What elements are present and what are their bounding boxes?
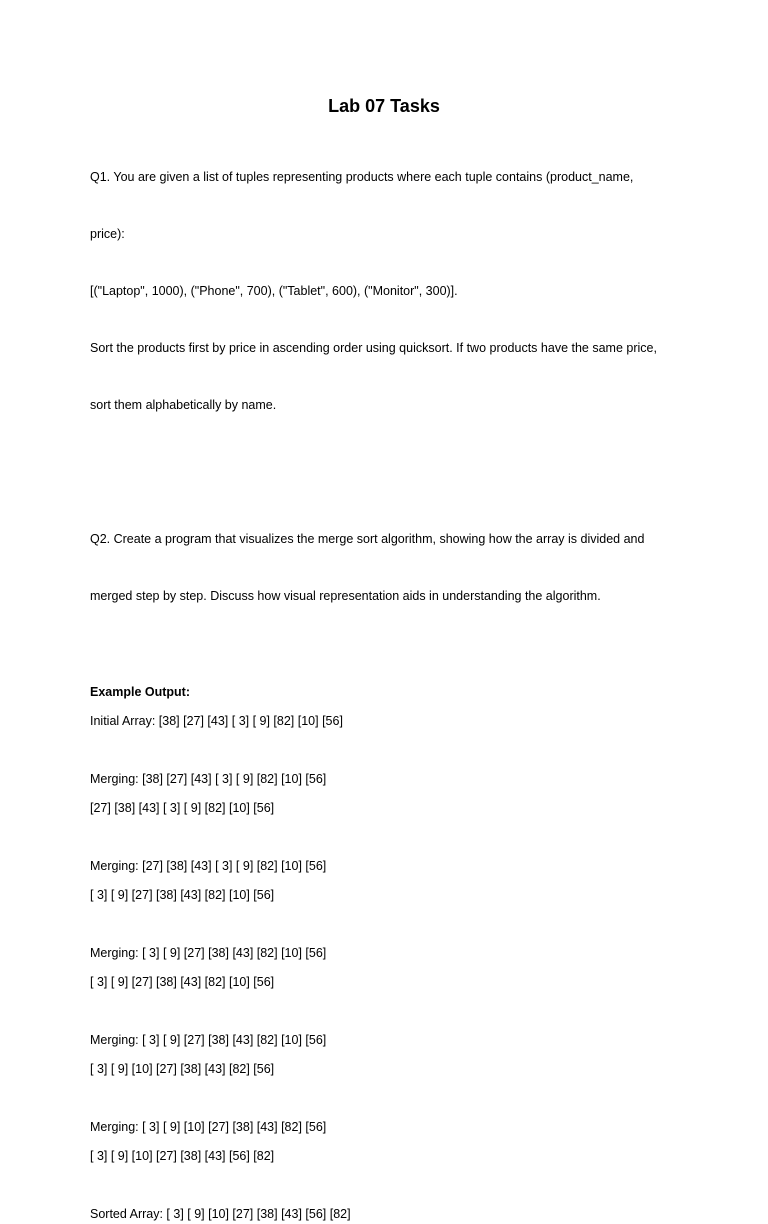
merge-step-5-merging: Merging: [ 3] [ 9] [10] [27] [38] [43] [82] [56]: [90, 1120, 327, 1134]
merge-step-2-merging: Merging: [27] [38] [43] [ 3] [ 9] [82] [10] [56]: [90, 859, 327, 873]
q1-product-list: [("Laptop", 1000), ("Phone", 700), ("Tablet", 600), ("Monitor", 300)].: [90, 284, 458, 298]
initial-array: Initial Array: [38] [27] [43] [ 3] [ 9] [82] [10] [56]: [90, 714, 343, 728]
q1-line-5: sort them alphabetically by name.: [90, 398, 277, 412]
merge-step-1-merging: Merging: [38] [27] [43] [ 3] [ 9] [82] [10] [56]: [90, 772, 327, 786]
merge-step-4-result: [ 3] [ 9] [10] [27] [38] [43] [82] [56]: [90, 1062, 275, 1076]
q2-line-1: Q2. Create a program that visualizes the merge sort algorithm, showing how the array is divided and: [90, 532, 645, 546]
merge-step-4-merging: Merging: [ 3] [ 9] [27] [38] [43] [82] [10] [56]: [90, 1033, 327, 1047]
question-1: [90, 130, 675, 453]
example-output-heading: Example Output:: [90, 685, 191, 699]
q1-line-4: Sort the products first by price in ascending order using quicksort. If two products have the same price,: [90, 341, 657, 355]
merge-step-5-result: [ 3] [ 9] [10] [27] [38] [43] [56] [82]: [90, 1149, 275, 1163]
q1-line-2: price):: [90, 227, 125, 241]
document-body: [90, 130, 675, 1224]
q1-line-1: Q1. You are given a list of tuples representing products where each tuple contains (product_name,: [90, 170, 634, 184]
document-title: Lab 07 Tasks: [328, 96, 440, 116]
question-2: [90, 492, 675, 644]
merge-step-1-result: [27] [38] [43] [ 3] [ 9] [82] [10] [56]: [90, 801, 275, 815]
merge-step-3-merging: Merging: [ 3] [ 9] [27] [38] [43] [82] [10] [56]: [90, 946, 327, 960]
merge-step-3-result: [ 3] [ 9] [27] [38] [43] [82] [10] [56]: [90, 975, 275, 989]
merge-step-2-result: [ 3] [ 9] [27] [38] [43] [82] [10] [56]: [90, 888, 275, 902]
q2-line-2: merged step by step. Discuss how visual representation aids in understanding the algorithm.: [90, 589, 601, 603]
sorted-array: Sorted Array: [ 3] [ 9] [10] [27] [38] [43] [56] [82]: [90, 1207, 351, 1221]
